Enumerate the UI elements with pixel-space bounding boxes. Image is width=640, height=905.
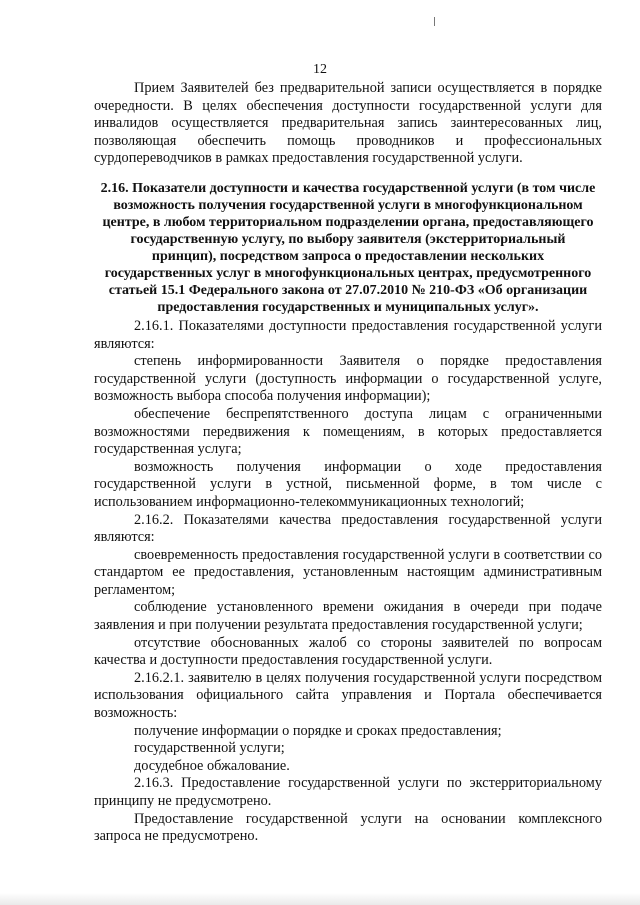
paragraph-complex-request: Предоставление государственной услуги на основании комплексного запроса не предусмотрено. <box>94 810 602 845</box>
paragraph-state-service: государственной услуги; <box>134 740 285 757</box>
paragraph-timeliness: своевременность предоставления государственной услуги в соответствии со стандартом ее предоставления, установленным настоящим административным регламентом; <box>94 546 602 598</box>
paragraph-appeal: досудебное обжалование. <box>134 757 290 774</box>
paragraph-progress-info: возможность получения информации о ходе предоставления государственной услуги в устной, письменной форме, в том числе с использованием информационно-телекоммуникационных технологий; <box>94 458 602 510</box>
paragraph-2-16-2: 2.16.2. Показателями качества предоставления государственной услуги являются: <box>94 511 602 546</box>
intro-paragraph: Прием Заявителей без предварительной записи осуществляется в порядке очередности. В целях обеспечения доступности государственной услуги для инвалидов осуществляется предварительная запись заинтересованных лиц, позволяющая обеспечить помощь проводников и профессиональных сурдопереводчиков в рамках предоставления государственной услуги. <box>94 80 602 167</box>
section-heading: 2.16. Показатели доступности и качества государственной услуги (в том числе возможность получения государственной услуги в многофункциональном центре, в любом территориальном подразделении органа, предоставляющего государственную услугу, по выбору заявителя (экстерриториальный принцип), посредством запроса о предоставлении нескольких государственных услуг в многофункциональных центрах, предусмотренного статьей 15.1 Федерального закона от 27.07.2010 № 210-ФЗ «Об организации предоставления государственных и муниципальных услуг». <box>100 180 596 315</box>
paragraph-2-16-1: 2.16.1. Показателями доступности предоставления государственной услуги являются: <box>94 317 602 352</box>
scan-artifact <box>434 17 435 26</box>
paragraph-2-16-2-1: 2.16.2.1. заявителю в целях получения государственной услуги посредством использования официального сайта управления и Портала обеспечивается возможность: <box>94 669 602 722</box>
paragraph-2-16-3: 2.16.3. Предоставление государственной услуги по экстерриториальному принципу не предусмотрено. <box>94 775 602 809</box>
page-number: 12 <box>313 62 327 77</box>
paragraph-no-complaints: отсутствие обоснованных жалоб со стороны заявителей по вопросам качества и доступности предоставления государственной услуги. <box>94 634 602 669</box>
scan-bottom-edge <box>0 893 640 905</box>
document-body <box>94 80 602 846</box>
paragraph-info-terms: получение информации о порядке и сроках предоставления; <box>134 722 502 739</box>
paragraph-waiting-time: соблюдение установленного времени ожидания в очереди при подаче заявления и при получении результата предоставления государственной услуги; <box>94 599 602 634</box>
paragraph-informedness: степень информированности Заявителя о порядке предоставления государственной услуги (доступность информации о государственной услуге, возможность выбора способа получения информации); <box>94 353 602 405</box>
paragraph-access: обеспечение беспрепятственного доступа лицам с ограниченными возможностями передвижения к помещениям, в которых предоставляется государственная услуга; <box>94 405 602 458</box>
